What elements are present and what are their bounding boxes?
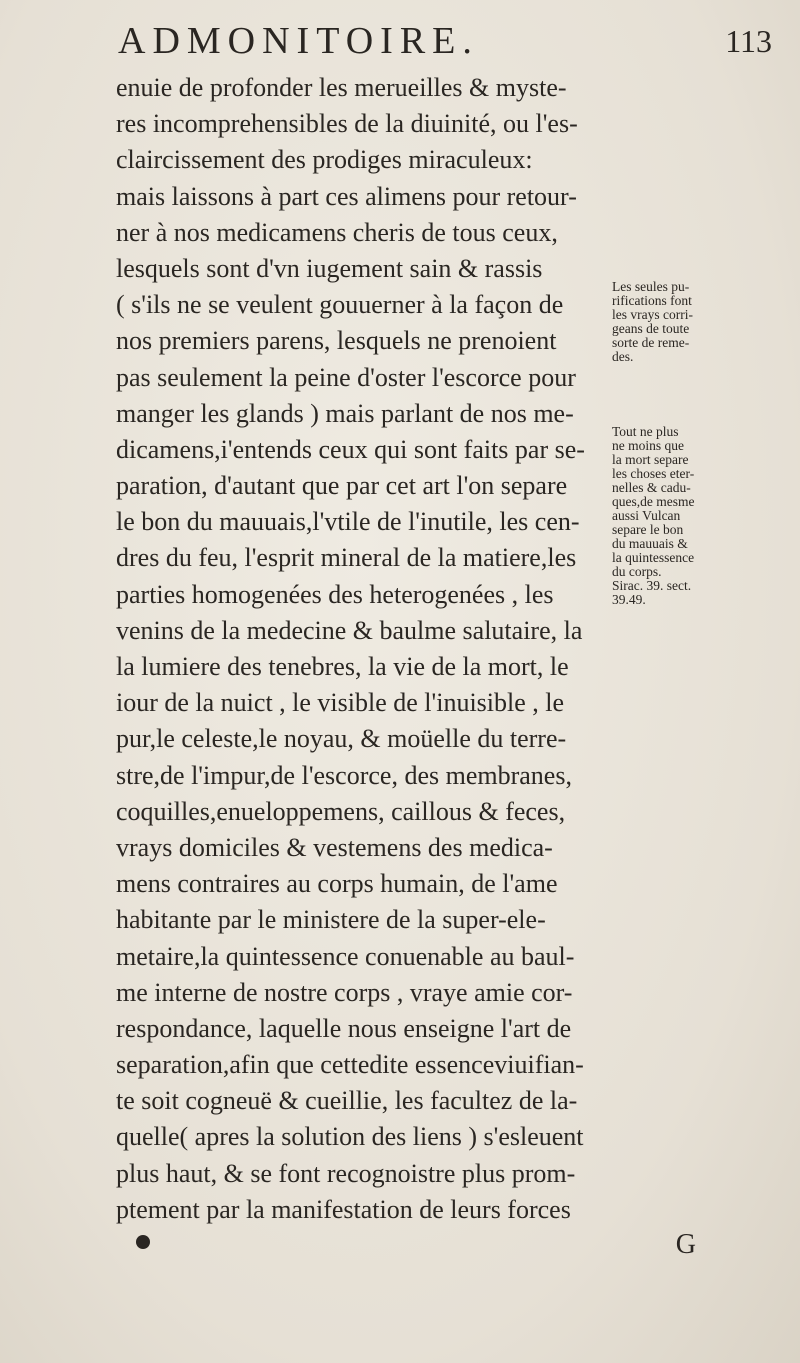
text-line: la lumiere des tenebres, la vie de la mort, le bbox=[116, 652, 569, 681]
margin-note-purifications bbox=[612, 280, 800, 364]
text-line: manger les glands ) mais parlant de nos me- bbox=[116, 398, 574, 428]
text-line: quelle( apres la solution des liens ) s'esleuent bbox=[116, 1122, 584, 1152]
margin-note-line: Les seules pu- bbox=[612, 279, 690, 294]
text-line: pas seulement la peine d'oster l'escorce pour bbox=[116, 362, 576, 392]
text-line: dicamens,i'entends ceux qui sont faits par se- bbox=[116, 434, 585, 464]
margin-note-line: ques,de mesme bbox=[612, 494, 695, 509]
text-line: venins de la medecine & baulme salutaire, la bbox=[116, 615, 583, 645]
text-line: plus haut, & se font recognoistre plus prom- bbox=[116, 1158, 576, 1188]
margin-note-line: du mauuais & bbox=[612, 536, 688, 551]
margin-note-line: du corps. bbox=[612, 564, 662, 579]
margin-note-line: nelles & cadu- bbox=[612, 480, 691, 495]
text-line: mais laissons à part ces alimens pour retour- bbox=[116, 181, 577, 211]
text-line: nos premiers parens, lesquels ne prenoient bbox=[116, 326, 557, 356]
text-line: ptement par la manifestation de leurs forces bbox=[116, 1194, 571, 1224]
text-line: iour de la nuict , le visible de l'inuisible , le bbox=[116, 688, 565, 718]
text-line: parties homogenées des heterogenées , les bbox=[116, 579, 554, 609]
text-line: lesquels sont d'vn iugement sain & rassis bbox=[116, 253, 543, 283]
main-text-block bbox=[116, 70, 596, 1228]
margin-note-line: sorte de reme- bbox=[612, 335, 690, 350]
bullet-mark-icon bbox=[136, 1235, 150, 1249]
margin-note-line: geans de toute bbox=[612, 321, 690, 336]
text-line: pur,le celeste,le noyau, & moüelle du terre- bbox=[116, 724, 567, 754]
text-line: ner à nos medicamens cheris de tous ceux, bbox=[116, 217, 558, 247]
text-line: claircissement des prodiges miraculeux: bbox=[116, 145, 533, 175]
margin-note-separation bbox=[612, 425, 800, 607]
margin-note-line: 39.49. bbox=[612, 592, 646, 607]
margin-note-line: Tout ne plus bbox=[612, 424, 679, 439]
text-line: enuie de profonder les merueilles & myste- bbox=[116, 73, 567, 102]
text-line: res incomprehensibles de la diuinité, ou l'es- bbox=[116, 109, 578, 139]
running-head: ADMONITOIRE. bbox=[118, 20, 479, 62]
margin-note-line: Sirac. 39. sect. bbox=[612, 578, 692, 593]
text-line: paration, d'autant que par cet art l'on separe bbox=[116, 471, 568, 501]
page-number: 113 bbox=[725, 23, 772, 59]
text-line: habitante par le ministere de la super-ele- bbox=[116, 905, 546, 935]
margin-note-line: ne moins que bbox=[612, 438, 684, 453]
page-footer bbox=[136, 1225, 696, 1265]
text-line: te soit cogneuë & cueillie, les facultez de la- bbox=[116, 1086, 578, 1116]
text-line: respondance, laquelle nous enseigne l'art de bbox=[116, 1013, 572, 1043]
page-header bbox=[118, 14, 788, 68]
margin-note-line: des. bbox=[612, 349, 634, 364]
margin-note-line: les vrays corri- bbox=[612, 307, 693, 322]
text-line: ( s'ils ne se veulent gouuerner à la façon de bbox=[116, 290, 564, 320]
margin-note-line: aussi Vulcan bbox=[612, 508, 681, 523]
margin-note-line: la mort separe bbox=[612, 452, 689, 467]
margin-note-line: rifications font bbox=[612, 293, 692, 308]
text-line: dres du feu, l'esprit mineral de la matiere,les bbox=[116, 543, 577, 573]
text-line: me interne de nostre corps , vraye amie cor- bbox=[116, 977, 573, 1007]
text-line: coquilles,enueloppemens, caillous & feces, bbox=[116, 796, 566, 826]
text-line: vrays domiciles & vestemens des medica- bbox=[116, 832, 553, 862]
text-line: le bon du mauuais,l'vtile de l'inutile, les cen- bbox=[116, 507, 580, 537]
text-line: stre,de l'impur,de l'escorce, des membranes, bbox=[116, 760, 572, 790]
signature-letter: G bbox=[675, 1229, 696, 1260]
margin-note-line: les choses eter- bbox=[612, 466, 695, 481]
text-line: metaire,la quintessence conuenable au baul- bbox=[116, 941, 575, 971]
margin-note-line: la quintessence bbox=[612, 550, 695, 565]
text-line: mens contraires au corps humain, de l'ame bbox=[116, 869, 558, 899]
margin-note-line: separe le bon bbox=[612, 522, 684, 537]
text-line: separation,afin que cettedite essenceviuifian- bbox=[116, 1050, 584, 1080]
